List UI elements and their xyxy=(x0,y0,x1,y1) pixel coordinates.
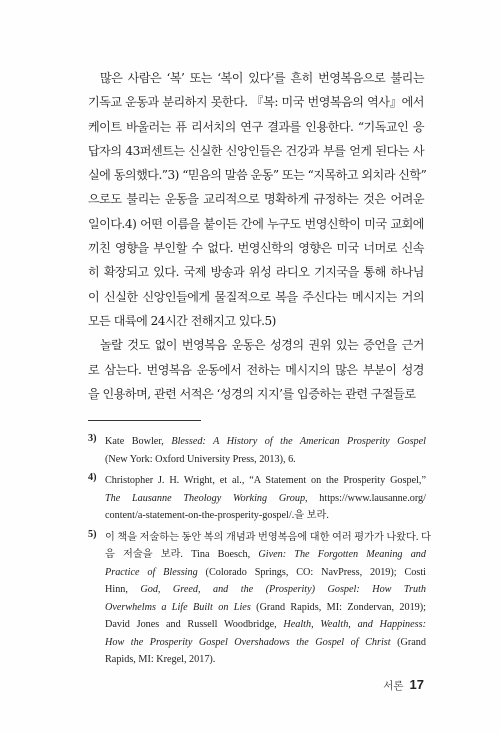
footnote-title: How the Prosperity Gospel Overshadows the Gospel of Christ xyxy=(105,636,391,648)
footnote-text: David Jones and Russell Woodbridge, xyxy=(105,619,284,630)
body-line: 놀랄 것도 없이 번영복음 운동은 성경의 권위 있는 증언을 근거 xyxy=(100,338,424,353)
footnote-line xyxy=(88,472,426,490)
footnote-text: Rapids, MI: Kregel, 2017). xyxy=(105,654,216,665)
footnote-title: Given: The Forgotten Meaning and xyxy=(258,549,426,560)
footnote-text: Kate Bowler, xyxy=(105,436,172,447)
footnote-line xyxy=(88,564,426,582)
footnote xyxy=(88,528,431,669)
body-line: 케이트 바울러는 퓨 리서치의 연구 결과를 인용한다. “기독교인 응 xyxy=(88,119,424,134)
footnote-line xyxy=(88,651,426,669)
footnote-title: Blessed: A History of the American Prosperity Gospel xyxy=(171,436,426,447)
section-label: 서론 xyxy=(383,680,404,692)
footnote-text: , https://www.lausanne.org/ xyxy=(305,492,426,504)
footnotes xyxy=(88,433,431,673)
body-line: 끼친 영향을 부인할 수 없다. 번영신학의 영향은 미국 너머로 신속 xyxy=(88,241,424,256)
footnote-text: (Grand xyxy=(390,636,426,648)
footnote-text: 이 책을 저술하는 동안 복의 개념과 번영복음에 대한 여러 평가가 나왔다. 다 xyxy=(105,531,431,543)
footnote-number: 4) xyxy=(88,472,97,483)
footnote-title: God, Greed, and the (Prosperity) Gospel: How Truth xyxy=(140,584,426,595)
footnote-title: The Lausanne Theology Working Group xyxy=(105,492,306,504)
body-text xyxy=(88,66,427,406)
body-line: 모든 대륙에 24시간 전해지고 있다.5) xyxy=(88,313,276,328)
footnote-text: Hinn, xyxy=(105,584,141,595)
footnote-text: (Grand Rapids, MI: Zondervan, 2019); xyxy=(250,601,426,613)
footnote-line xyxy=(88,616,426,634)
body-line: 이 신실한 신앙인들에게 물질적으로 복을 주신다는 메시지는 거의 xyxy=(88,289,424,304)
footnote-title: Practice of Blessing xyxy=(105,566,198,578)
footnote-line xyxy=(88,634,426,652)
body-line: 일이다.4) 어떤 이름을 붙이든 간에 누구도 번영신학이 미국 교회에 xyxy=(88,216,424,231)
footnote-line xyxy=(88,490,426,508)
footnote-line xyxy=(88,581,426,599)
footnote xyxy=(88,433,426,468)
footnote-line xyxy=(88,599,426,617)
footnote-number: 3) xyxy=(88,433,97,444)
footnote xyxy=(88,472,426,525)
footnote-line xyxy=(88,433,426,451)
footnote-number: 5) xyxy=(88,528,97,540)
footnote-rule xyxy=(88,420,201,421)
body-line: 많은 사람은 ‘복’ 또는 ‘복이 있다’를 흔히 번영복음으로 불리는 xyxy=(100,71,424,85)
footnote-line xyxy=(88,451,426,469)
footnote-line xyxy=(88,546,426,564)
page-footer xyxy=(383,677,424,693)
body-line: 로 삼는다. 번영복음 운동에서 전하는 메시지의 많은 부분이 성경 xyxy=(88,362,424,377)
body-line: 을 인용하며, 관련 서적은 ‘성경의 지지’를 입증하는 관련 구절들로 xyxy=(88,386,416,401)
body-line: 으로도 불리는 운동을 교리적으로 명확하게 규정하는 것은 어려운 xyxy=(88,192,424,207)
footnote-title: Overwhelms a Life Built on Lies xyxy=(105,601,251,613)
page-number: 17 xyxy=(409,677,424,692)
body-line: 답자의 43퍼센트는 신실한 신앙인들은 건강과 부를 얻게 된다는 사 xyxy=(88,143,424,158)
body-line: 히 확장되고 있다. 국제 방송과 위성 라디오 기지국을 통해 하나님 xyxy=(88,265,424,280)
footnote-text: (New York: Oxford University Press, 2013), 6. xyxy=(105,453,296,465)
body-line: 실에 동의했다.”3) “믿음의 말씀 운동” 또는 “지목하고 외치라 신학” xyxy=(88,168,427,183)
footnote-text: Christopher J. H. Wright, et al., “A Statement on the Prosperity Gospel,” xyxy=(105,475,426,486)
footnote-text: (Colorado Springs, CO: NavPress, 2019); Costi xyxy=(197,566,426,578)
body-line: 기독교 운동과 분리하지 못한다. 『복: 미국 번영복음의 역사』에서 xyxy=(88,95,424,110)
footnote-line xyxy=(88,529,431,547)
footnote-title: Health, Wealth, and Happiness: xyxy=(283,619,426,630)
footnote-text: content/a-statement-on-the-prosperity-gospel/.을 보라. xyxy=(105,510,329,521)
footnote-line xyxy=(88,507,426,525)
footnote-text: 음 저술을 보라. Tina Boesch, xyxy=(105,549,259,560)
